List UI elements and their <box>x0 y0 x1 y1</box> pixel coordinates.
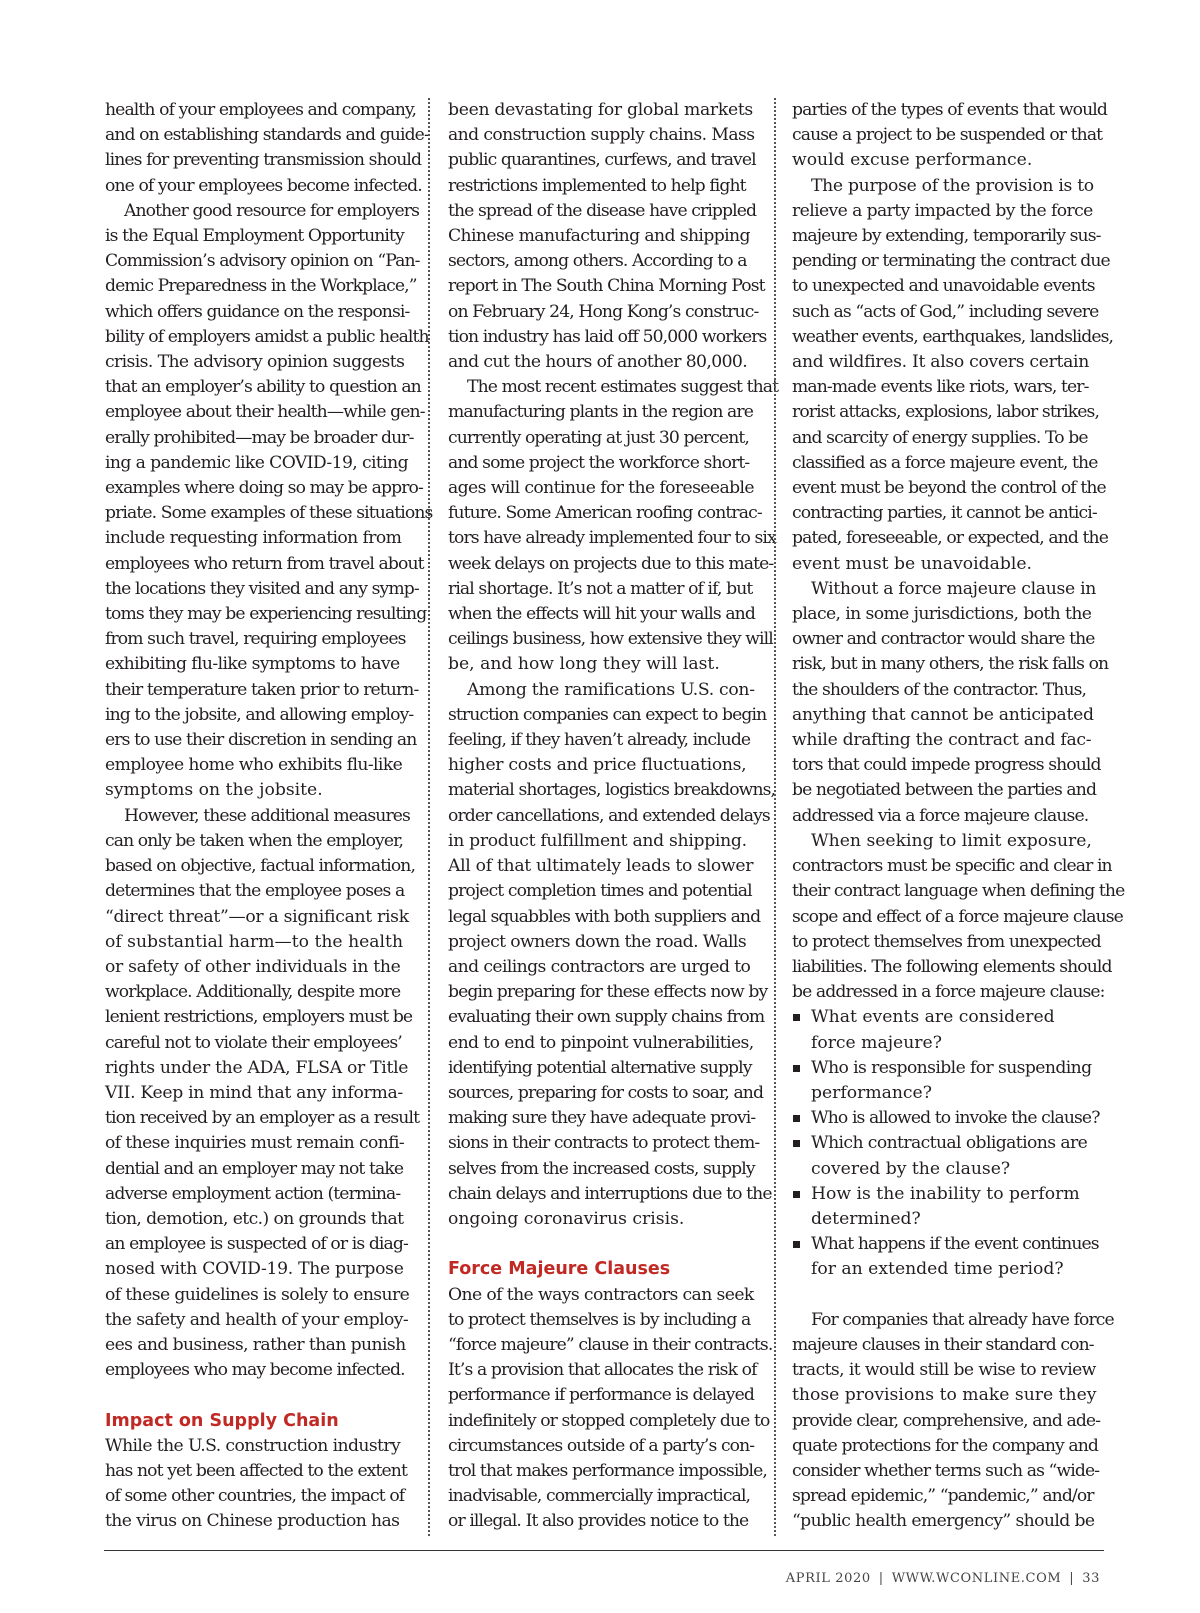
bullet-item-continued <box>792 1257 1096 1282</box>
text-line: would excuse performance. <box>792 150 1033 171</box>
text-line: be, and how long they will last. <box>448 654 720 675</box>
text-line: the safety and health of your employ- <box>105 1309 409 1330</box>
text-line: The purpose of the provision is to <box>811 175 1094 196</box>
text-line: to protect themselves from unexpected <box>792 931 1101 952</box>
bullet-text: determined? <box>811 1208 921 1229</box>
text-line: ongoing coronavirus crisis. <box>448 1208 685 1229</box>
text-line: ing to the jobsite, and allowing employ- <box>105 704 414 725</box>
text-line: of these guidelines is solely to ensure <box>105 1284 410 1305</box>
text-line: end to end to pinpoint vulnerabilities, <box>448 1032 754 1053</box>
bullet-square-icon <box>793 1065 800 1072</box>
text-line: “public health emergency” should be <box>792 1511 1095 1532</box>
text-line: the locations they visited and any symp- <box>105 578 419 599</box>
text-line: While the U.S. construction industry <box>105 1435 401 1456</box>
text-line: Among the ramifications U.S. con- <box>467 679 755 700</box>
bullet-item <box>792 1232 1099 1257</box>
text-line: the virus on Chinese production has <box>105 1511 400 1532</box>
bullet-item <box>792 1182 1096 1207</box>
text-line: nosed with COVID-19. The purpose <box>105 1259 404 1280</box>
text-line: higher costs and price fluctuations, <box>448 755 747 776</box>
text-line: identifying potential alternative supply <box>448 1057 752 1078</box>
text-line: When seeking to limit exposure, <box>811 830 1092 851</box>
text-line: those provisions to make sure they <box>792 1385 1097 1406</box>
text-line: or illegal. It also provides notice to the <box>448 1511 749 1532</box>
subheading-force-majeure: Force Majeure Clauses <box>448 1259 671 1280</box>
text-line: lenient restrictions, employers must be <box>105 1007 413 1028</box>
bullet-square-icon <box>793 1241 800 1248</box>
c2-top <box>448 98 767 375</box>
text-line: VII. Keep in mind that any informa- <box>105 1082 403 1103</box>
spacer <box>105 1383 409 1408</box>
text-line: and scarcity of energy supplies. To be <box>792 427 1088 448</box>
text-line: on February 24, Hong Kong’s construc- <box>448 301 759 322</box>
website: WWW.WCONLINE.COM <box>891 1571 1062 1586</box>
text-line: the shoulders of the contractor. Thus, <box>792 679 1087 700</box>
text-line: priate. Some examples of these situations <box>105 503 433 524</box>
c3-p4 <box>792 829 1125 1005</box>
text-line: tion, demotion, etc.) on grounds that <box>105 1208 404 1229</box>
text-line: feeling, if they haven’t already, include <box>448 730 751 751</box>
text-line: rial shortage. It’s not a matter of if, but <box>448 578 753 599</box>
text-line: trol that makes performance impossible, <box>448 1460 767 1481</box>
text-line: and wildfires. It also covers certain <box>792 352 1090 373</box>
bullet-text: Who is allowed to invoke the clause? <box>811 1108 1100 1129</box>
text-line: selves from the increased costs, supply <box>448 1158 755 1179</box>
text-line: sions in their contracts to protect them- <box>448 1133 760 1154</box>
text-line: Another good resource for employers <box>124 200 420 221</box>
text-line: when the effects will hit your walls and <box>448 604 755 625</box>
text-line: indefinitely or stopped completely due to <box>448 1410 770 1431</box>
text-line: ees and business, rather than punish <box>105 1334 406 1355</box>
text-line: performance if performance is delayed <box>448 1385 754 1406</box>
text-line: ages will continue for the foreseeable <box>448 478 754 499</box>
c2-p3 <box>448 678 776 1232</box>
text-line: parties of the types of events that would <box>792 100 1107 120</box>
page-footer <box>600 1571 1100 1586</box>
text-line: an employee is suspected of or is diag- <box>105 1234 408 1255</box>
bullet-text: Who is responsible for suspending <box>811 1057 1092 1078</box>
text-line: careful not to violate their employees’ <box>105 1032 402 1053</box>
text-line: and on establishing standards and guide- <box>105 125 429 146</box>
text-line: demic Preparedness in the Workplace,” <box>105 276 417 297</box>
text-line: future. Some American roofing contrac- <box>448 503 762 524</box>
text-line: pated, foreseeable, or expected, and the <box>792 528 1108 549</box>
column-divider <box>774 98 776 1536</box>
text-line: adverse employment action (termina- <box>105 1183 401 1204</box>
text-line: risk, but in many others, the risk falls on <box>792 654 1109 675</box>
text-line: sources, preparing for costs to soar, and <box>448 1082 764 1103</box>
bullet-text: What happens if the event continues <box>811 1234 1099 1255</box>
text-line: bility of employers amidst a public health <box>105 326 429 347</box>
text-line: pending or terminating the contract due <box>792 251 1110 272</box>
text-line: classified as a force majeure event, the <box>792 452 1098 473</box>
text-line: be negotiated between the parties and <box>792 780 1097 801</box>
text-line: spread epidemic,” “pandemic,” and/or <box>792 1486 1094 1507</box>
page-number: 33 <box>1082 1571 1100 1586</box>
bullet-square-icon <box>793 1191 800 1198</box>
text-line: “direct threat”—or a significant risk <box>105 906 409 927</box>
text-line: The most recent estimates suggest that <box>467 377 779 398</box>
text-line: and ceilings contractors are urged to <box>448 956 751 977</box>
text-line: provide clear, comprehensive, and ade- <box>792 1410 1101 1431</box>
text-line: in product fulfillment and shipping. <box>448 830 747 851</box>
bullet-item-continued <box>792 1157 1096 1182</box>
text-line: crisis. The advisory opinion suggests <box>105 352 405 373</box>
bullet-square-icon <box>793 1014 800 1021</box>
bullet-square-icon <box>793 1115 800 1122</box>
text-line: inadvisable, commercially impractical, <box>448 1486 751 1507</box>
text-line: which offers guidance on the responsi- <box>105 301 410 322</box>
text-line: All of that ultimately leads to slower <box>448 856 754 877</box>
text-line: anything that cannot be anticipated <box>792 704 1094 725</box>
footer-rule <box>104 1550 1104 1551</box>
text-line: erally prohibited—may be broader dur- <box>105 427 414 448</box>
text-line: consider whether terms such as “wide- <box>792 1460 1100 1481</box>
text-line: addressed via a force majeure clause. <box>792 805 1089 826</box>
text-line: examples where doing so may be appro- <box>105 478 423 499</box>
text-line: lines for preventing transmission should <box>105 150 422 171</box>
text-line: and construction supply chains. Mass <box>448 125 755 146</box>
c3-p2 <box>792 174 1114 577</box>
c1-p3 <box>105 804 420 1384</box>
text-line: been devastating for global markets <box>448 100 753 120</box>
text-line: of these inquiries must remain confi- <box>105 1133 405 1154</box>
text-line: restrictions implemented to help fight <box>448 175 746 196</box>
text-line: event must be unavoidable. <box>792 553 1033 574</box>
text-line: For companies that already have force <box>811 1309 1114 1330</box>
text-line: rights under the ADA, FLSA or Title <box>105 1057 409 1078</box>
text-line: from such travel, requiring employees <box>105 629 406 650</box>
bullet-item <box>792 1131 1096 1156</box>
text-line: ers to use their discretion in sending an <box>105 730 417 751</box>
column-3 <box>792 98 1125 1535</box>
bullet-text: covered by the clause? <box>811 1158 1011 1179</box>
text-line: employee about their health—while gen- <box>105 402 425 423</box>
text-line: tion received by an employer as a result <box>105 1108 420 1129</box>
text-line: manufacturing plants in the region are <box>448 402 753 423</box>
text-line: to unexpected and unavoidable events <box>792 276 1095 297</box>
text-line: Commission’s advisory opinion on “Pan- <box>105 251 420 272</box>
text-line: be addressed in a force majeure clause: <box>792 982 1105 1003</box>
text-line: week delays on projects due to this mate- <box>448 553 774 574</box>
text-line: ceilings business, how extensive they will <box>448 629 773 650</box>
c3-top <box>792 98 1107 174</box>
text-line: or safety of other individuals in the <box>105 956 401 977</box>
text-line: that an employer’s ability to question an <box>105 377 421 398</box>
text-line: majeure clauses in their standard con- <box>792 1334 1094 1355</box>
text-line: majeure by extending, temporarily sus- <box>792 226 1101 247</box>
bullet-item <box>792 1005 1096 1030</box>
column-divider <box>428 98 430 1536</box>
text-line: contracting parties, it cannot be antici- <box>792 503 1097 524</box>
text-line: report in The South China Morning Post <box>448 276 765 297</box>
bullet-text: force majeure? <box>811 1032 942 1053</box>
text-line: begin preparing for these effects now by <box>448 982 768 1003</box>
text-line: It’s a provision that allocates the risk of <box>448 1360 757 1381</box>
c3-p5 <box>792 1308 1114 1535</box>
issue-date: APRIL 2020 <box>785 1571 871 1586</box>
text-line: “force majeure” clause in their contracts. <box>448 1334 773 1355</box>
text-line: dential and an employer may not take <box>105 1158 404 1179</box>
text-line: symptoms on the jobsite. <box>105 780 323 801</box>
text-line: of some other countries, the impact of <box>105 1486 405 1507</box>
bullet-text: for an extended time period? <box>811 1259 1064 1280</box>
text-line: weather events, earthquakes, landslides, <box>792 326 1114 347</box>
text-line: order cancellations, and extended delays <box>448 805 770 826</box>
footer-separator: | <box>878 1571 884 1586</box>
text-line: workplace. Additionally, despite more <box>105 982 401 1003</box>
column-1 <box>105 98 433 1535</box>
bullet-item-continued <box>792 1081 1096 1106</box>
text-line: such as “acts of God,” including severe <box>792 301 1099 322</box>
text-line: include requesting information from <box>105 528 402 549</box>
text-line: is the Equal Employment Opportunity <box>105 226 404 247</box>
text-line: chain delays and interruptions due to the <box>448 1183 772 1204</box>
text-line: tion industry has laid off 50,000 workers <box>448 326 767 347</box>
bullet-text: Which contractual obligations are <box>811 1133 1088 1154</box>
text-line: of substantial harm—to the health <box>105 931 404 952</box>
spacer <box>792 1283 1096 1308</box>
c1-p2 <box>105 199 433 804</box>
text-line: public quarantines, curfews, and travel <box>448 150 756 171</box>
subheading-supply-chain: Impact on Supply Chain <box>105 1410 339 1431</box>
text-line: relieve a party impacted by the force <box>792 200 1093 221</box>
text-line: sectors, among others. According to a <box>448 251 747 272</box>
text-line: tors have already implemented four to six <box>448 528 776 549</box>
text-line: place, in some jurisdictions, both the <box>792 604 1092 625</box>
text-line: struction companies can expect to begin <box>448 704 767 725</box>
text-line: circumstances outside of a party’s con- <box>448 1435 755 1456</box>
text-line: Chinese manufacturing and shipping <box>448 226 750 247</box>
text-line: and some project the workforce short- <box>448 452 750 473</box>
bullet-item <box>792 1056 1096 1081</box>
text-line: project owners down the road. Walls <box>448 931 747 952</box>
bullet-item-continued <box>792 1207 1096 1232</box>
footer-separator: | <box>1069 1571 1075 1586</box>
c3-p3 <box>792 577 1109 829</box>
text-line: legal squabbles with both suppliers and <box>448 906 761 927</box>
text-line: One of the ways contractors can seek <box>448 1284 754 1305</box>
column-2 <box>448 98 779 1535</box>
c2-p4 <box>448 1283 773 1535</box>
text-line: and cut the hours of another 80,000. <box>448 352 748 373</box>
text-line: their temperature taken prior to return- <box>105 679 419 700</box>
text-line: can only be taken when the employer, <box>105 830 404 851</box>
spacer <box>448 1232 755 1257</box>
text-line: cause a project to be suspended or that <box>792 125 1103 146</box>
text-line: exhibiting flu-like symptoms to have <box>105 654 400 675</box>
text-line: project completion times and potential <box>448 881 752 902</box>
text-line: tracts, it would still be wise to review <box>792 1360 1096 1381</box>
text-line: the spread of the disease have crippled <box>448 200 757 221</box>
text-line: tors that could impede progress should <box>792 755 1101 776</box>
text-line: event must be beyond the control of the <box>792 478 1106 499</box>
text-line: to protect themselves is by including a <box>448 1309 751 1330</box>
text-line: determines that the employee poses a <box>105 881 405 902</box>
text-line: man-made events like riots, wars, ter- <box>792 377 1089 398</box>
text-line: liabilities. The following elements should <box>792 956 1112 977</box>
text-line: evaluating their own supply chains from <box>448 1007 765 1028</box>
bullet-item-continued <box>792 1031 1096 1056</box>
text-line: based on objective, factual information, <box>105 856 416 877</box>
text-line: contractors must be specific and clear in <box>792 856 1112 877</box>
text-line: health of your employees and company, <box>105 100 417 120</box>
text-line: ing a pandemic like COVID-19, citing <box>105 452 409 473</box>
text-line: However, these additional measures <box>124 805 410 826</box>
c1-top <box>105 98 429 199</box>
text-line: one of your employees become infected. <box>105 175 422 196</box>
text-line: material shortages, logistics breakdowns, <box>448 780 776 801</box>
bullet-item <box>792 1106 1100 1131</box>
bullet-text: performance? <box>811 1082 932 1103</box>
text-line: their contract language when defining the <box>792 881 1125 902</box>
bullet-text: What events are considered <box>811 1007 1055 1028</box>
text-line: toms they may be experiencing resulting <box>105 604 427 625</box>
bullet-square-icon <box>793 1140 800 1147</box>
text-line: employees who return from travel about <box>105 553 424 574</box>
c1-p4 <box>105 1434 409 1535</box>
text-line: Without a force majeure clause in <box>811 578 1097 599</box>
text-line: making sure they have adequate provi- <box>448 1108 756 1129</box>
c2-p2 <box>448 375 779 677</box>
text-line: employee home who exhibits flu-like <box>105 755 403 776</box>
text-line: while drafting the contract and fac- <box>792 730 1092 751</box>
text-line: owner and contractor would share the <box>792 629 1095 650</box>
text-line: rorist attacks, explosions, labor strikes, <box>792 402 1100 423</box>
text-line: employees who may become infected. <box>105 1360 405 1381</box>
text-line: quate protections for the company and <box>792 1435 1099 1456</box>
text-line: scope and effect of a force majeure clause <box>792 906 1123 927</box>
force-majeure-bullet-list <box>792 1005 1100 1282</box>
text-line: has not yet been affected to the extent <box>105 1460 407 1481</box>
bullet-text: How is the inability to perform <box>811 1183 1080 1204</box>
text-line: currently operating at just 30 percent, <box>448 427 749 448</box>
